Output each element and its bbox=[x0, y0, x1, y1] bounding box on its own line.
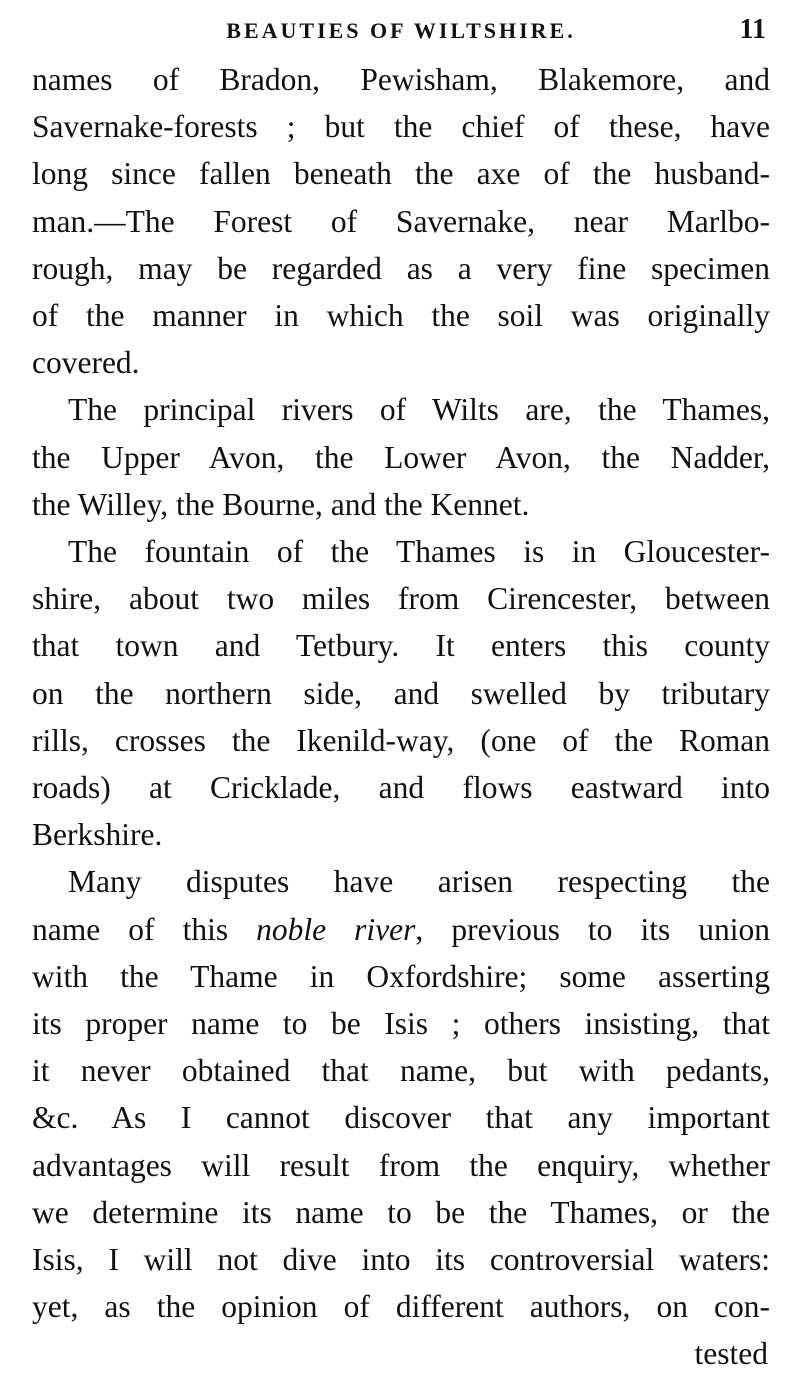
text-line: on the northern side, and swelled by tributary bbox=[32, 675, 770, 711]
text-line: names of Bradon, Pewisham, Blakemore, and bbox=[32, 62, 770, 97]
body-text bbox=[32, 56, 770, 1378]
text-line: roads) at Cricklade, and flows eastward into bbox=[32, 770, 770, 806]
running-title: BEAUTIES OF WILTSHIRE. bbox=[226, 18, 576, 43]
book-page bbox=[32, 12, 770, 1378]
text-line: man.—The Forest of Savernake, near Marlbo- bbox=[32, 203, 770, 239]
text-line: Berkshire. bbox=[32, 817, 163, 853]
text-line: The principal rivers of Wilts are, the Thames, bbox=[68, 392, 770, 428]
text-line: the Willey, the Bourne, and the Kennet. bbox=[32, 486, 530, 522]
catchword: tested bbox=[694, 1336, 768, 1372]
text-line: rough, may be regarded as a very fine specimen bbox=[32, 250, 770, 286]
italic-phrase: noble river bbox=[256, 911, 416, 947]
paragraph-forests bbox=[32, 56, 770, 386]
text-line: the Upper Avon, the Lower Avon, the Nadder, bbox=[32, 439, 770, 475]
page-number: 11 bbox=[739, 14, 766, 45]
text-line: of the manner in which the soil was originally bbox=[32, 298, 770, 334]
paragraph-thames-fountain bbox=[32, 528, 770, 858]
text-line: with the Thame in Oxfordshire; some asserting bbox=[32, 958, 770, 994]
text-line: advantages will result from the enquiry, whether bbox=[32, 1147, 770, 1183]
text-line: it never obtained that name, but with pedants, bbox=[32, 1053, 770, 1089]
running-head bbox=[32, 12, 770, 56]
text-line-with-italic bbox=[32, 906, 770, 953]
text-line: Isis, I will not dive into its controversial waters: bbox=[32, 1242, 770, 1278]
text-line: that town and Tetbury. It enters this county bbox=[32, 628, 770, 664]
text-line: its proper name to be Isis ; others insisting, that bbox=[32, 1006, 770, 1042]
text-line: long since fallen beneath the axe of the husband- bbox=[32, 156, 770, 192]
text-line: Savernake-forests ; but the chief of these, have bbox=[32, 109, 770, 145]
text-line: we determine its name to be the Thames, or the bbox=[32, 1194, 770, 1230]
text-fragment: , previous to its union bbox=[415, 911, 771, 947]
text-line: covered. bbox=[32, 345, 140, 381]
text-line: Many disputes have arisen respecting the bbox=[68, 864, 770, 900]
text-line: &c. As I cannot discover that any important bbox=[32, 1100, 770, 1136]
paragraph-rivers bbox=[32, 386, 770, 528]
text-line: The fountain of the Thames is in Gloucester- bbox=[68, 534, 770, 570]
paragraph-river-name bbox=[32, 858, 770, 1330]
text-line: yet, as the opinion of different authors, on con- bbox=[32, 1289, 770, 1325]
text-fragment: name of this bbox=[32, 911, 257, 947]
text-line: rills, crosses the Ikenild-way, (one of the Roman bbox=[32, 722, 770, 758]
text-line: shire, about two miles from Cirencester, between bbox=[32, 581, 770, 617]
